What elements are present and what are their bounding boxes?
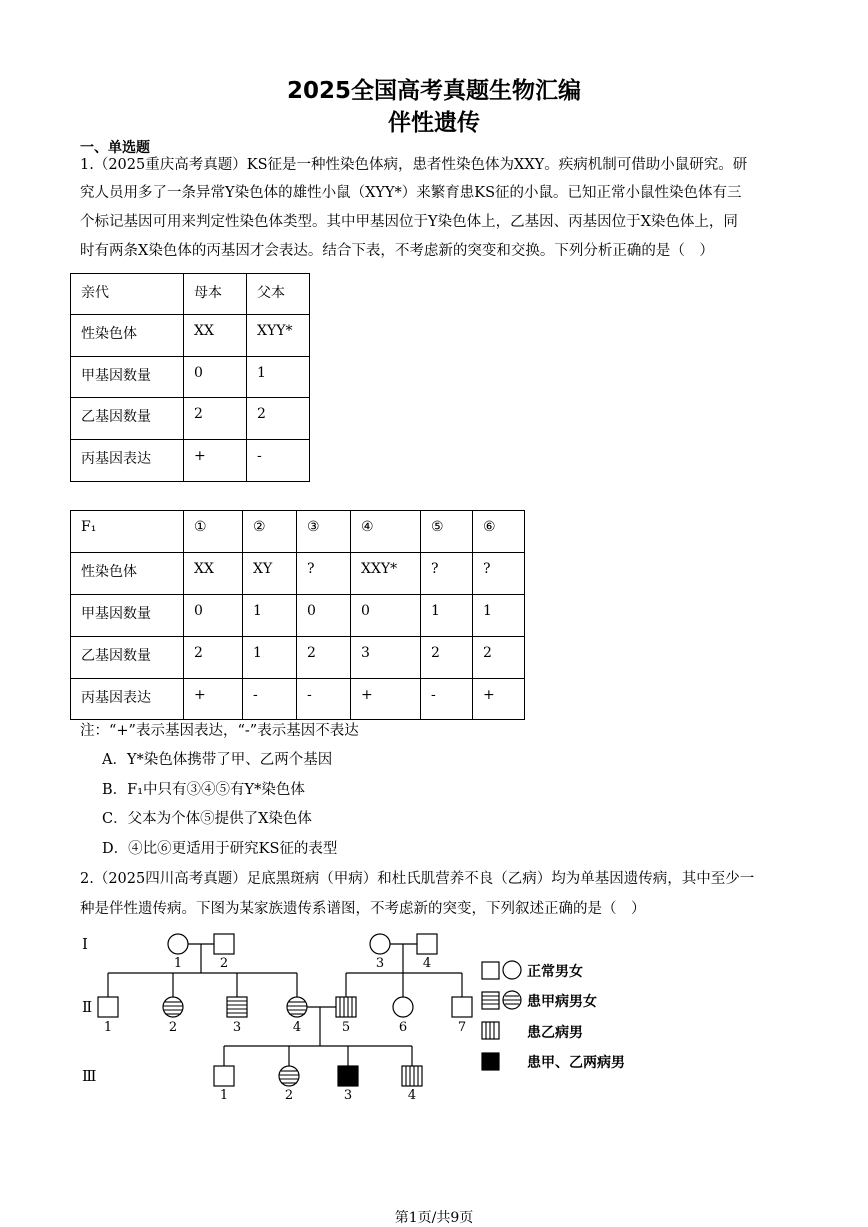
option-c: C．父本为个体⑤提供了X染色体	[102, 811, 312, 827]
legend-label: 患甲病男女	[527, 994, 597, 1010]
individual-number: 3	[232, 1020, 242, 1035]
individual-number: 3	[375, 956, 385, 971]
table-cell: ⑥	[473, 511, 525, 553]
table-cell: ④	[351, 511, 421, 553]
document-subtitle: 伴性遗传	[388, 110, 480, 136]
individual-female	[393, 997, 413, 1017]
table-cell: 2	[297, 637, 351, 679]
table-cell: 1	[473, 595, 525, 637]
table-cell: 乙基因数量	[71, 398, 184, 440]
individual-number: 4	[407, 1088, 417, 1103]
table-cell: XXY*	[351, 553, 421, 595]
legend-both-diseases-male	[482, 1053, 499, 1070]
legend-label: 正常男女	[527, 964, 583, 980]
table-cell: 1	[421, 595, 473, 637]
table-cell: 母本	[184, 274, 247, 315]
q1-line-4: 时有两条X染色体的丙基因才会表达。结合下表，不考虑新的突变和交换。下列分析正确的是（ ）	[80, 243, 714, 259]
individual-number: 2	[168, 1020, 178, 1035]
document-title: 2025全国高考真题生物汇编	[286, 78, 581, 104]
individual-number: 4	[422, 956, 432, 971]
option-b: B．F₁中只有③④⑤有Y*染色体	[102, 782, 305, 798]
table-cell: +	[473, 679, 525, 720]
table-cell: 2	[421, 637, 473, 679]
table-cell: ⑤	[421, 511, 473, 553]
table-cell: 2	[247, 398, 310, 440]
generation-label: Ⅲ	[82, 1067, 97, 1085]
individual-female	[370, 934, 390, 954]
table-cell: +	[184, 679, 243, 720]
individual-male	[98, 997, 118, 1017]
individual-male	[452, 997, 472, 1017]
table-cell: 乙基因数量	[71, 637, 184, 679]
table-cell: XX	[184, 315, 247, 357]
table-cell: +	[351, 679, 421, 720]
legend-normal-male	[482, 962, 499, 979]
individual-male-disease-a	[227, 997, 247, 1017]
table-cell: -	[421, 679, 473, 720]
table-cell: 2	[473, 637, 525, 679]
individual-number: 1	[103, 1020, 113, 1035]
q1-line-1: 1.（2025重庆高考真题）KS征是一种性染色体病，患者性染色体为XXY。疾病机制可借助小鼠研究。研	[80, 157, 748, 173]
table-cell: -	[247, 440, 310, 482]
option-a: A．Y*染色体携带了甲、乙两个基因	[102, 752, 333, 768]
legend-label: 患甲、乙两病男	[527, 1055, 625, 1071]
table-cell: 0	[184, 357, 247, 398]
q2-line-2: 种是伴性遗传病。下图为某家族遗传系谱图，不考虑新的突变，下列叙述正确的是（ ）	[80, 901, 646, 917]
table-cell: 性染色体	[71, 553, 184, 595]
individual-number: 5	[341, 1020, 351, 1035]
table-cell: 1	[243, 637, 297, 679]
individual-number: 2	[284, 1088, 294, 1103]
table-cell: +	[184, 440, 247, 482]
table-cell: 丙基因表达	[71, 440, 184, 482]
table-cell: ?	[297, 553, 351, 595]
table-cell: -	[297, 679, 351, 720]
table-cell: 0	[297, 595, 351, 637]
individual-number: 4	[292, 1020, 302, 1035]
table-cell: -	[243, 679, 297, 720]
table-cell: ①	[184, 511, 243, 553]
table-cell: 性染色体	[71, 315, 184, 357]
table-cell: 1	[243, 595, 297, 637]
table-cell: 甲基因数量	[71, 357, 184, 398]
option-d: D．④比⑥更适用于研究KS征的表型	[102, 841, 338, 857]
table-cell: 0	[351, 595, 421, 637]
generation-label: Ⅱ	[82, 998, 93, 1016]
table-cell: ②	[243, 511, 297, 553]
individual-male	[214, 1066, 234, 1086]
table-note: 注：“+”表示基因表达，“-”表示基因不表达	[80, 723, 359, 739]
individual-female	[168, 934, 188, 954]
q2-line-1: 2.（2025四川高考真题）足底黑斑病（甲病）和杜氏肌营养不良（乙病）均为单基因遗传病，其中至少一	[80, 871, 755, 887]
individual-number: 1	[173, 956, 183, 971]
table-cell: ?	[473, 553, 525, 595]
individual-number: 2	[219, 956, 229, 971]
table-cell: 2	[184, 398, 247, 440]
table-cell: 甲基因数量	[71, 595, 184, 637]
individual-male-disease-b	[336, 997, 356, 1017]
generation-label: Ⅰ	[82, 935, 88, 953]
page-footer: 第1页/共9页	[394, 1210, 474, 1226]
table-cell: XY	[243, 553, 297, 595]
legend-normal-female	[503, 961, 521, 979]
individual-number: 7	[457, 1020, 467, 1035]
individual-male-disease-b	[402, 1066, 422, 1086]
table-cell: F₁	[71, 511, 184, 553]
table-cell: 2	[184, 637, 243, 679]
section-heading: 一、单选题	[80, 140, 150, 156]
individual-number: 3	[343, 1088, 353, 1103]
q1-line-3: 个标记基因可用来判定性染色体类型。其中甲基因位于Y染色体上，乙基因、丙基因位于X染色体上，同	[80, 214, 738, 230]
legend-label: 患乙病男	[527, 1025, 583, 1041]
individual-male	[214, 934, 234, 954]
table-cell: 亲代	[71, 274, 184, 315]
individual-number: 6	[398, 1020, 408, 1035]
table-cell: ?	[421, 553, 473, 595]
table-cell: 1	[247, 357, 310, 398]
individual-male	[417, 934, 437, 954]
table-cell: 0	[184, 595, 243, 637]
table-cell: 3	[351, 637, 421, 679]
table-cell: XX	[184, 553, 243, 595]
table-cell: 丙基因表达	[71, 679, 184, 720]
table-cell: ③	[297, 511, 351, 553]
individual-male-both-diseases	[338, 1066, 358, 1086]
individual-number: 1	[219, 1088, 229, 1103]
q1-line-2: 究人员用多了一条异常Y染色体的雄性小鼠（XYY*）来繁育患KS征的小鼠。已知正常小鼠性染色体有三	[80, 185, 742, 201]
table-cell: 父本	[247, 274, 310, 315]
table-cell: XYY*	[247, 315, 310, 357]
